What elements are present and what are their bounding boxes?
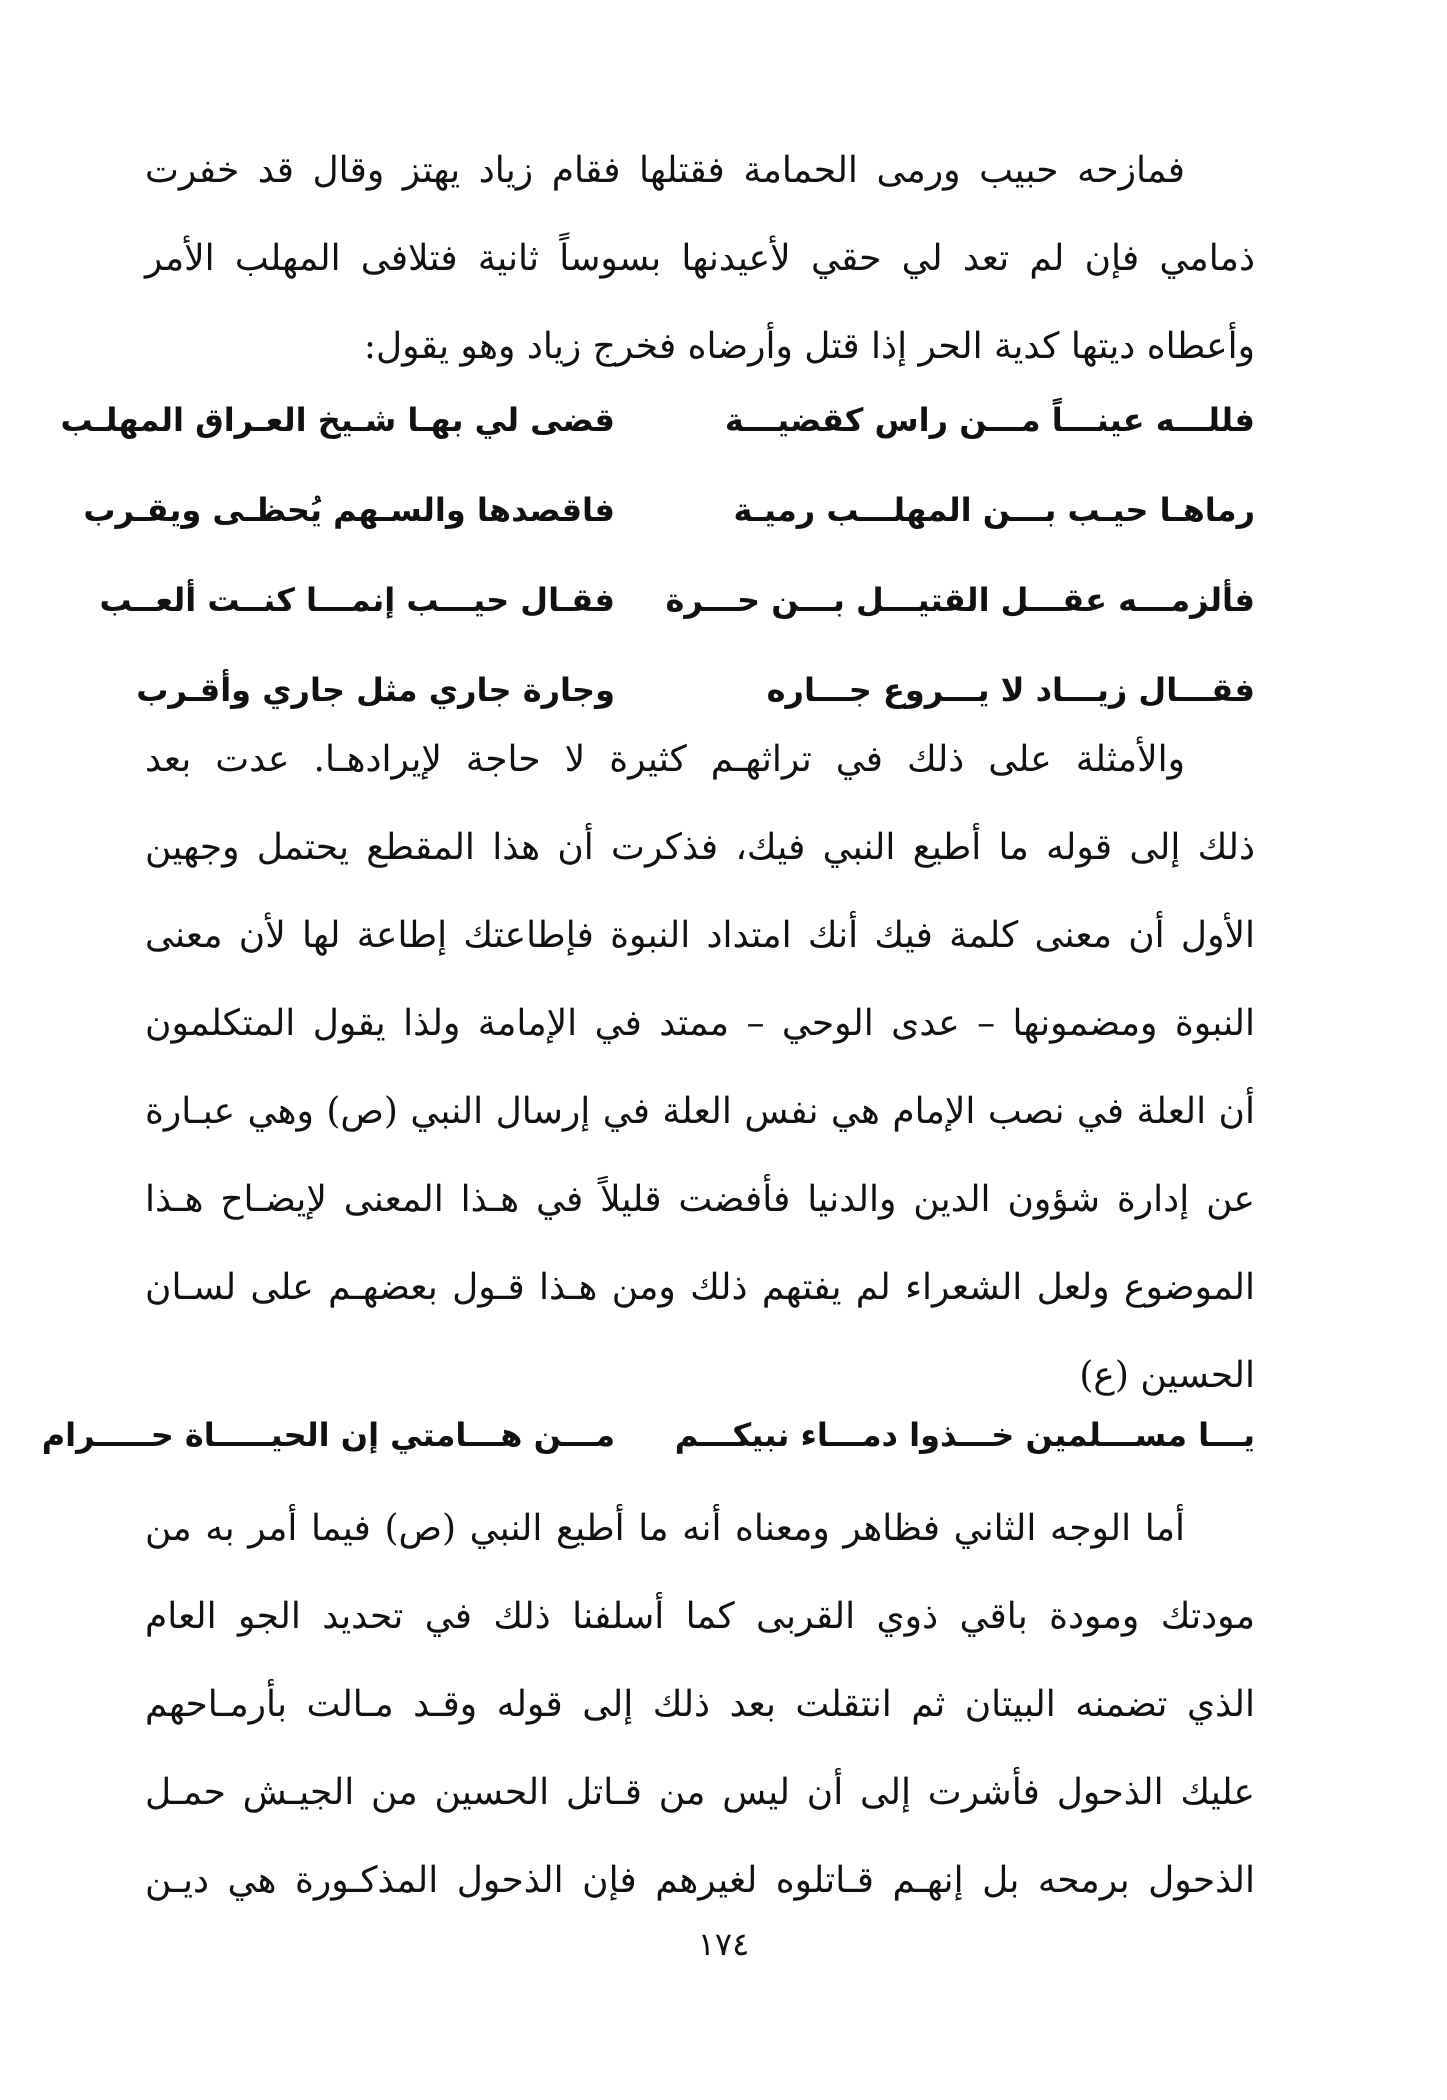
paragraph-line: والأمثلة على ذلك في تراثهـم كثيرة لا حاجة لإيرادهـا. عدت بعد <box>145 739 1185 780</box>
paragraph-line: أن العلة في نصب الإمام هي نفس العلة في إرسال النبي (ص) وهي عبـارة <box>145 1091 1255 1132</box>
paragraph-line: النبوة ومضمونها – عدى الوحي – ممتد في الإمامة ولذا يقول المتكلمون <box>145 1003 1255 1044</box>
poem-verse <box>99 555 1255 645</box>
verse-second-hemistich: مـــن هـــامتي إن الحيـــــاة حـــــرام <box>41 1416 615 1454</box>
paragraph-line: أما الوجه الثاني فظاهر ومعناه أنه ما أطيع النبي (ص) فيما أمر به من <box>145 1508 1185 1549</box>
verse-first-hemistich: يـــا مســـلمين خـــذوا دمـــاء نبيكـــم <box>674 1416 1255 1454</box>
verse-first-hemistich: فألزمـــه عقـــل القتيـــل بـــن حـــرة <box>665 581 1255 619</box>
verse-first-hemistich: رماهـا حيـب بـــن المهلـــب رميـة <box>733 491 1255 529</box>
paragraph-3 <box>145 1485 1255 1925</box>
poem-verse <box>83 465 1255 555</box>
poem-verse <box>41 1395 1255 1475</box>
paragraph-line: مودتك ومودة باقي ذوي القربى كما أسلفنا ذلك في تحديد الجو العام <box>145 1596 1255 1637</box>
poem-2 <box>41 1395 1255 1475</box>
paragraph-line: الحسين (ع) <box>1079 1355 1255 1396</box>
paragraph-line: عليك الذحول فأشرت إلى أن ليس من قـاتل الحسين من الجيـش حمـل <box>145 1772 1255 1813</box>
paragraph-line: الأول أن معنى كلمة فيك أنك امتداد النبوة فإطاعتك إطاعة لها لأن معنى <box>145 915 1255 956</box>
poem-1 <box>60 375 1255 735</box>
verse-first-hemistich: فللـــه عينـــاً مـــن راس كقضيـــة <box>724 401 1255 439</box>
verse-first-hemistich: فقـــال زيـــاد لا يـــروع جـــاره <box>766 671 1255 709</box>
paragraph-2 <box>145 716 1255 1420</box>
verse-second-hemistich: فقـال حيـــب إنمـــا كنــت ألعــب <box>99 581 615 619</box>
paragraph-line: فمازحه حبيب ورمى الحمامة فقتلها فقام زياد يهتز وقال قد خفرت <box>145 150 1185 191</box>
page-number: ١٧٤ <box>697 1925 750 1963</box>
paragraph-line: الذحول برمحه بل إنهـم قـاتلوه لغيرهم فإن الذحول المذكـورة هي ديـن <box>145 1860 1255 1901</box>
verse-second-hemistich: وجارة جاري مثل جاري وأقـرب <box>136 671 615 709</box>
paragraph-line: ذلك إلى قوله ما أطيع النبي فيك، فذكرت أن هذا المقطع يحتمل وجهين <box>145 827 1255 868</box>
poem-verse <box>60 375 1255 465</box>
verse-second-hemistich: قضى لي بهـا شـيخ العـراق المهلـب <box>60 401 615 439</box>
paragraph-1 <box>145 127 1255 391</box>
paragraph-line: الذي تضمنه البيتان ثم انتقلت بعد ذلك إلى قوله وقـد مـالت بأرمـاحهم <box>145 1684 1255 1725</box>
paragraph-line: عن إدارة شؤون الدين والدنيا فأفضت قليلاً في هـذا المعنى لإيضـاح هـذا <box>145 1179 1255 1220</box>
paragraph-line: الموضوع ولعل الشعراء لم يفتهم ذلك ومن هـذا قـول بعضهـم على لسـان <box>145 1267 1255 1308</box>
verse-second-hemistich: فاقصدها والسـهم يُحظـى ويقـرب <box>83 491 615 529</box>
paragraph-line: ذمامي فإن لم تعد لي حقي لأعيدنها بسوساً ثانية فتلافى المهلب الأمر <box>145 238 1255 279</box>
paragraph-line: وأعطاه ديتها كدية الحر إذا قتل وأرضاه فخرج زياد وهو يقول: <box>363 326 1255 367</box>
